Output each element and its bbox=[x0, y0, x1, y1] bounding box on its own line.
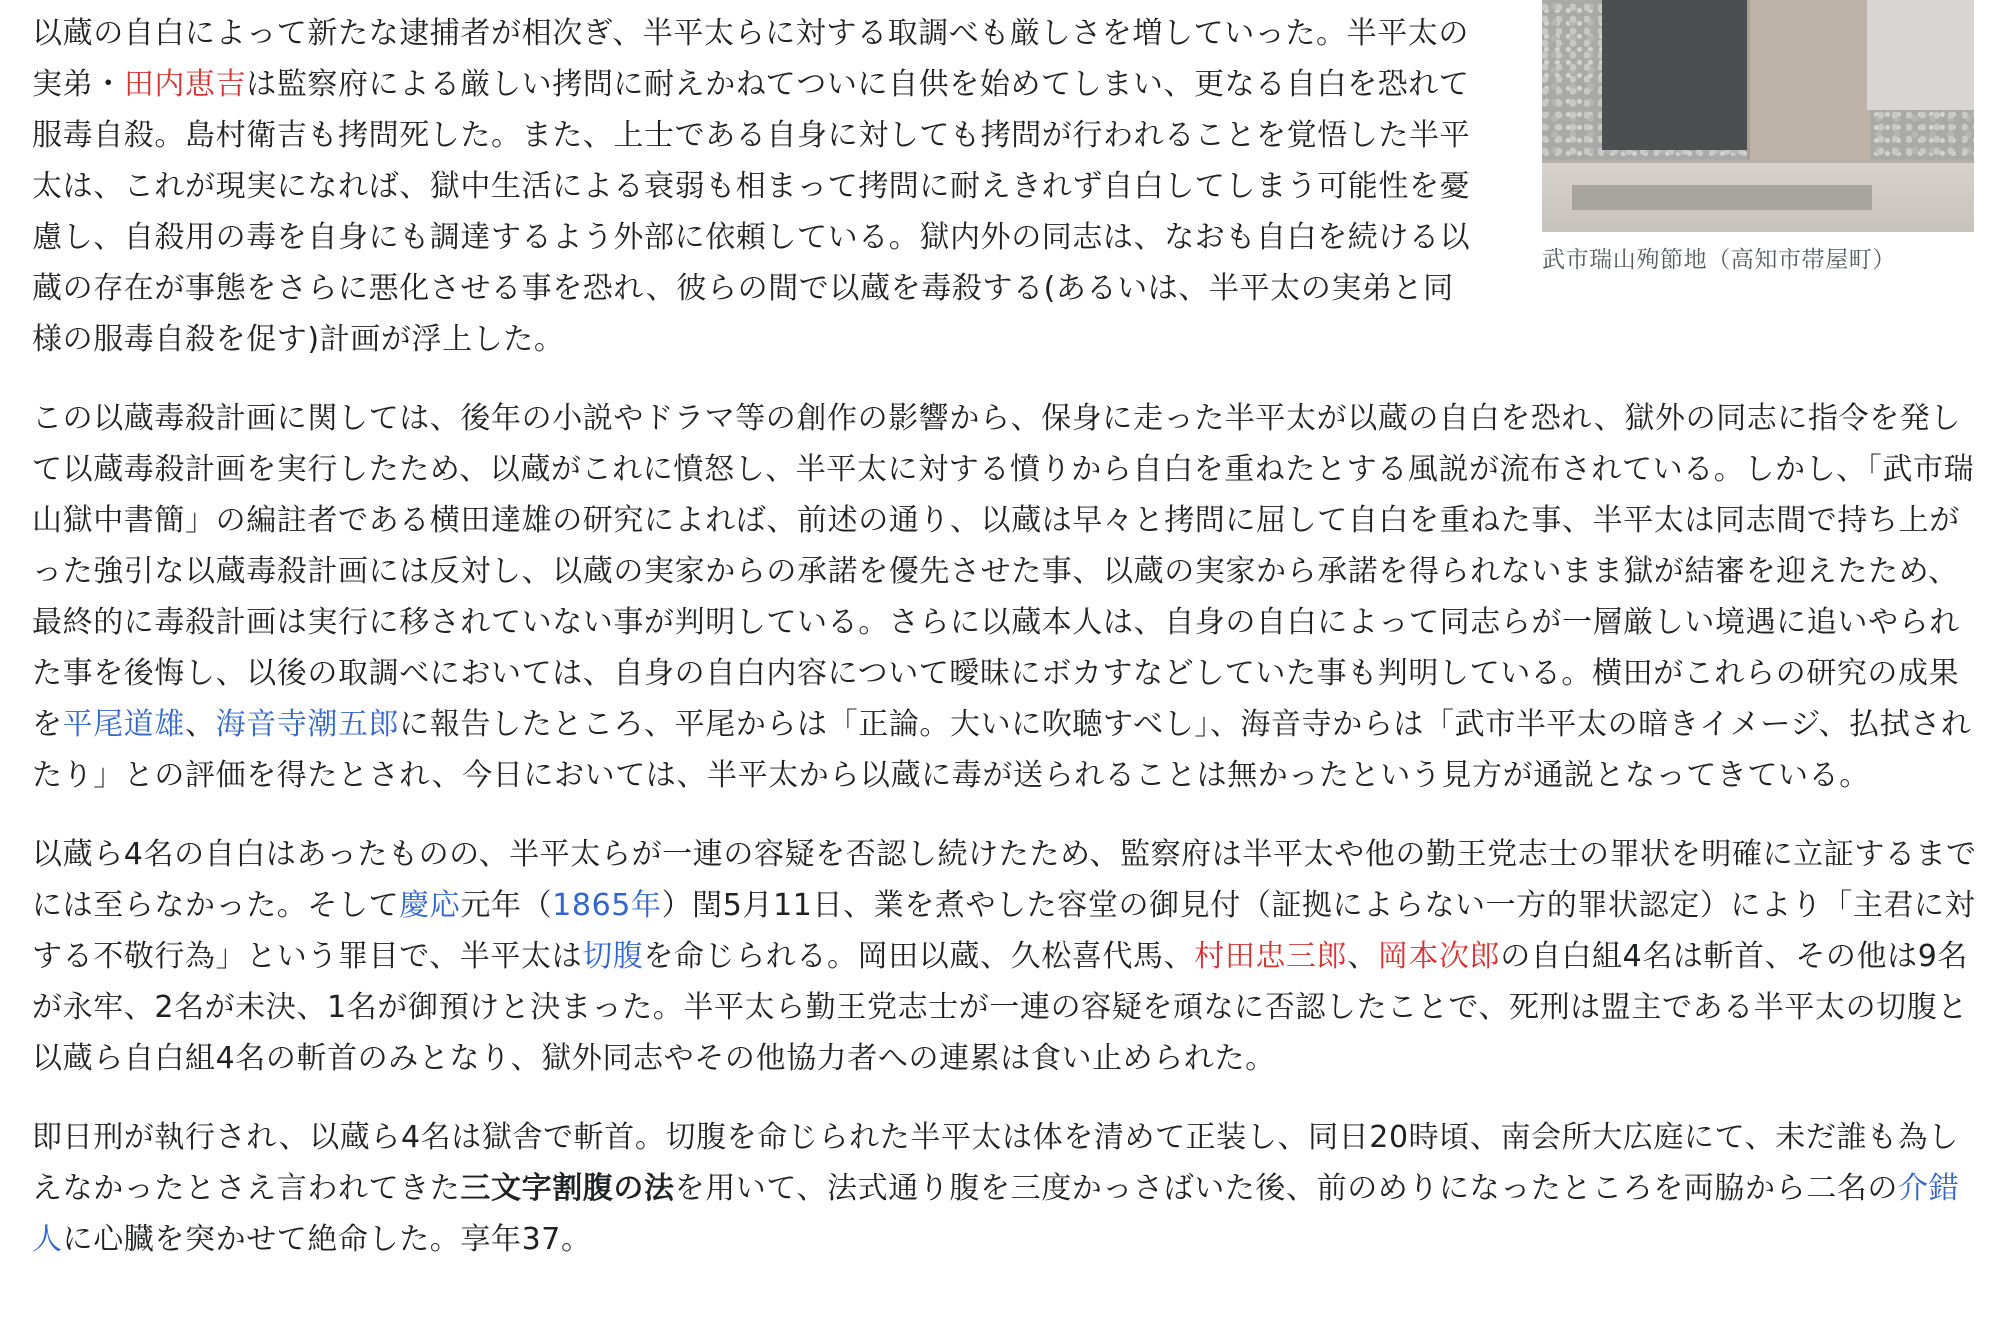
text: 元年（ bbox=[460, 888, 553, 923]
paragraph-2 bbox=[32, 393, 1984, 801]
link-1865[interactable]: 1865年 bbox=[552, 888, 662, 923]
figure-caption: 武市瑞山殉節地（高知市帯屋町） bbox=[1542, 247, 1896, 273]
text: の自白組4名は斬首、その他は9名が永牢、2名が未決、1名が御預けと決まった。半平太ら勤王党志士が一連の容疑を頑なに否認したことで、死刑は盟主である半平太の切腹と以蔵ら自白組4名の斬首のみとなり、獄外同志やその他協力者への連累は食い止められた。 bbox=[32, 939, 1969, 1076]
bold-term: 三文字割腹の法 bbox=[460, 1171, 675, 1206]
paragraph-4 bbox=[32, 1112, 1984, 1265]
memorial-photo[interactable] bbox=[1542, 0, 1974, 232]
text: この以蔵毒殺計画に関しては、後年の小説やドラマ等の創作の影響から、保身に走った半平太が以蔵の自白を恐れ、獄外の同志に指令を発して以蔵毒殺計画を実行したため、以蔵がこれに憤怒し、半平太に対する憤りから自白を重ねたとする風説が流布されている。しかし、「武市瑞山獄中書簡」の編註者である横田達雄の研究によれば、前述の通り、以蔵は早々と拷問に屈して自白を重ねた事、半平太は同志間で持ち上がった強引な以蔵毒殺計画には反対し、以蔵の実家からの承諾を優先させた事、以蔵の実家から承諾を得られないまま獄が結審を迎えたため、最終的に毒殺計画は実行に移されていない事が判明している。さらに以蔵本人は、自身の自白によって同志らが一層厳しい境遇に追いやられた事を後悔し、以後の取調べにおいては、自身の自白内容について曖昧にボカすなどしていた事も判明している。横田がこれらの研究の成果を bbox=[32, 401, 1975, 742]
text: は監察府による厳しい拷問に耐えかねてついに自供を始めてしまい、更なる自白を恐れて服毒自殺。島村衛吉も拷問死した。また、上士である自身に対しても拷問が行われることを覚悟した半平太は、これが現実になれば、獄中生活による衰弱も相まって拷問に耐えきれず自白してしまう可能性を憂慮し、自殺用の毒を自身にも調達するよう外部に依頼している。獄内外の同志は、なおも自白を続ける以蔵の存在が事態をさらに悪化させる事を恐れ、彼らの間で以蔵を毒殺する(あるいは、半平太の実弟と同様の服毒自殺を促す)計画が浮上した。 bbox=[32, 67, 1471, 357]
paragraph-1 bbox=[32, 8, 1984, 365]
figure bbox=[1522, 0, 1984, 292]
text: 、 bbox=[1347, 939, 1378, 974]
text: を命じられる。岡田以蔵、久松喜代馬、 bbox=[643, 939, 1195, 974]
text: ）閏5月11日、業を煮やした容堂の御見付（証拠によらない一方的罪状認定）により「主君に対する不敬行為」という罪目で、半平太は bbox=[32, 888, 1976, 974]
link-murata-chuzaburo[interactable]: 村田忠三郎 bbox=[1194, 939, 1348, 974]
paragraph-3 bbox=[32, 829, 1984, 1084]
article-body bbox=[32, 0, 1984, 1265]
link-okamoto-jiro[interactable]: 岡本次郎 bbox=[1377, 939, 1501, 974]
text: を用いて、法式通り腹を三度かっさばいた後、前のめりになったところを両脇から二名の bbox=[674, 1171, 1899, 1206]
text: に報告したところ、平尾からは「正論。大いに吹聴すべし」、海音寺からは「武市半平太の暗きイメージ、払拭されたり」との評価を得たとされ、今日においては、半平太から以蔵に毒が送られることは無かったという見方が通説となってきている。 bbox=[32, 707, 1972, 793]
text: 以蔵ら4名の自白はあったものの、半平太らが一連の容疑を否認し続けたため、監察府は半平太や他の勤王党志士の罪状を明確に立証するまでには至らなかった。そして bbox=[32, 837, 1977, 923]
link-seppuku[interactable]: 切腹 bbox=[582, 939, 644, 974]
text: 、 bbox=[185, 707, 216, 742]
link-kaionji-chogoro[interactable]: 海音寺潮五郎 bbox=[215, 707, 400, 742]
text: に心臓を突かせて絶命した。享年37。 bbox=[62, 1222, 592, 1257]
text: 以蔵の自白によって新たな逮捕者が相次ぎ、半平太らに対する取調べも厳しさを増していった。半平太の実弟・ bbox=[32, 16, 1469, 102]
text: 即日刑が執行され、以蔵ら4名は獄舎で斬首。切腹を命じられた半平太は体を清めて正装し、同日20時頃、南会所大広庭にて、未だ誰も為しえなかったとさえ言われてきた bbox=[32, 1120, 1959, 1206]
link-keio[interactable]: 慶応 bbox=[399, 888, 461, 923]
link-hirao-michio[interactable]: 平尾道雄 bbox=[62, 707, 186, 742]
link-kaishakunin[interactable]: 介錯人 bbox=[32, 1171, 1960, 1257]
link-tauchi-keikichi[interactable]: 田内恵吉 bbox=[123, 67, 247, 102]
